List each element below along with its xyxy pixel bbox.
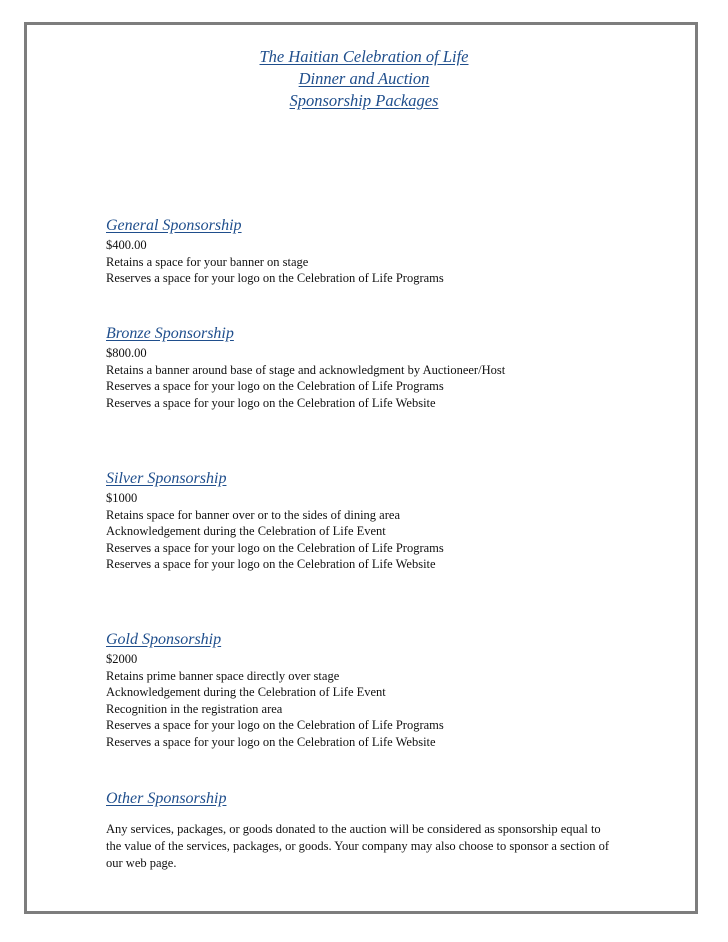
benefit-line: Retains prime banner space directly over stage — [106, 668, 340, 683]
benefit-line: Retains space for banner over or to the sides of dining area — [106, 507, 400, 522]
price: $400.00 — [106, 238, 147, 252]
benefit-line: Reserves a space for your logo on the Celebration of Life Website — [106, 557, 436, 571]
section-title-other: Other Sponsorship — [106, 790, 227, 807]
benefit-line: Reserves a space for your logo on the Celebration of Life Website — [106, 395, 436, 410]
price: $1000 — [106, 491, 138, 505]
header-subtitle: Dinner and Auction — [298, 69, 430, 88]
section-title-general: General Sponsorship — [106, 217, 242, 234]
price: $800.00 — [106, 346, 147, 360]
section-title-bronze: Bronze Sponsorship — [106, 325, 234, 342]
section-silver — [106, 469, 666, 573]
benefit-line: Reserves a space for your logo on the Celebration of Life Programs — [106, 718, 444, 732]
section-bronze — [106, 324, 666, 411]
benefit-line: Reserves a space for your logo on the Celebration of Life Programs — [106, 540, 444, 555]
header-packages-title: Sponsorship Packages — [289, 91, 439, 110]
section-gold — [106, 630, 666, 750]
section-general — [106, 216, 666, 287]
benefit-line: Recognition in the registration area — [106, 701, 283, 716]
section-title-silver: Silver Sponsorship — [106, 470, 227, 487]
benefit-line: Reserves a space for your logo on the Celebration of Life Programs — [106, 379, 444, 393]
section-other — [106, 789, 666, 872]
benefit-line: Acknowledgement during the Celebration of Life Event — [106, 524, 386, 538]
header-title: The Haitian Celebration of Life — [259, 47, 469, 66]
benefit-line: Retains a space for your banner on stage — [106, 254, 309, 269]
section-title-gold: Gold Sponsorship — [106, 631, 222, 648]
other-sponsorship-paragraph: Any services, packages, or goods donated to the auction will be considered as sponsorship equal to the value of the services, packages, or goods. Your company may also choose to sponsor a section of our web page. — [106, 822, 610, 870]
benefit-line: Reserves a space for your logo on the Celebration of Life Programs — [106, 271, 444, 285]
price: $2000 — [106, 652, 138, 666]
benefit-line: Acknowledgement during the Celebration of Life Event — [106, 685, 386, 699]
benefit-line: Reserves a space for your logo on the Celebration of Life Website — [106, 734, 436, 749]
benefit-line: Retains a banner around base of stage and acknowledgment by Auctioneer/Host — [106, 362, 506, 377]
page-border — [24, 22, 698, 914]
document-header — [0, 46, 728, 112]
